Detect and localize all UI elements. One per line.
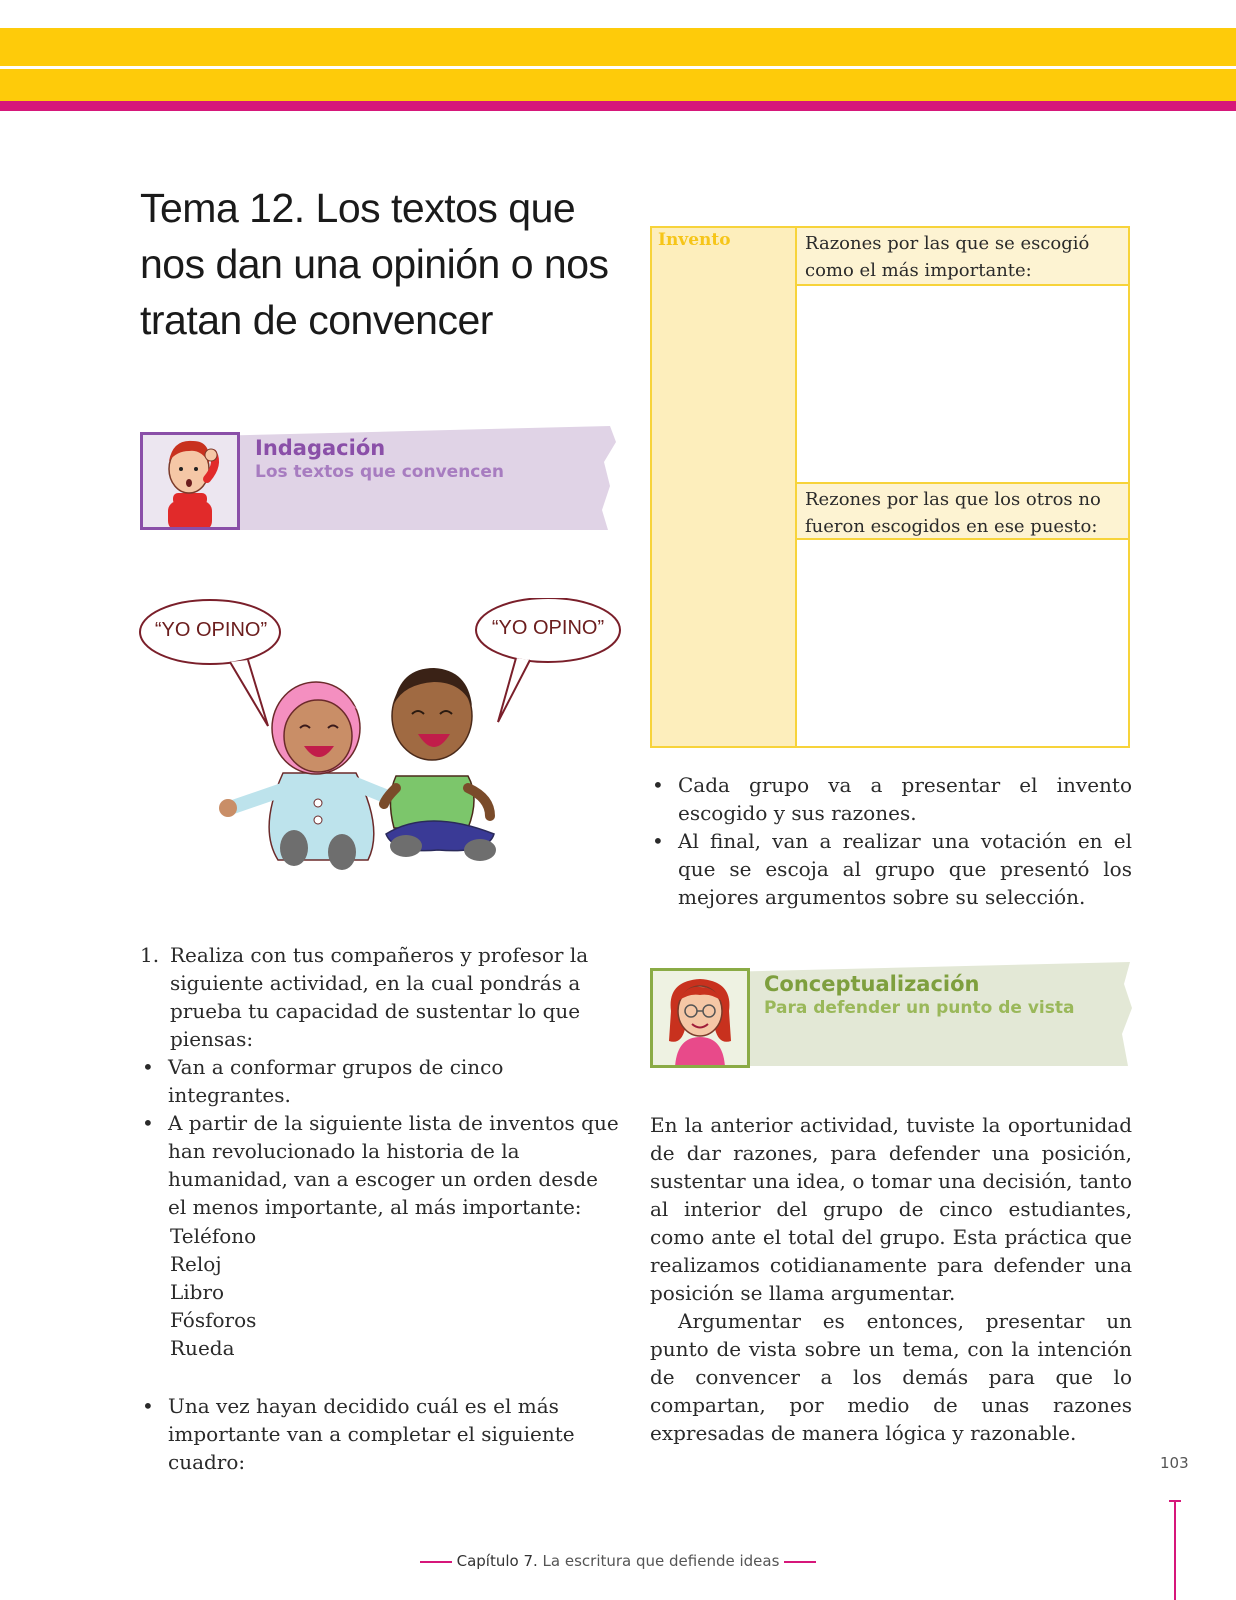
header-band-pink xyxy=(0,101,1236,111)
presentation-bullets xyxy=(650,771,1132,911)
conceptualizacion-subtitle: Para defender un punto de vista xyxy=(764,998,1075,1018)
invention-item: Libro xyxy=(170,1280,225,1304)
indagacion-avatar-box xyxy=(140,432,240,530)
table-invento-column xyxy=(652,228,797,746)
conceptualizacion-title: Conceptualización xyxy=(764,972,980,996)
activity-last-bullet xyxy=(140,1392,622,1476)
header-band-yellow xyxy=(0,28,1236,66)
speech-text-right: “YO OPINO” xyxy=(491,617,605,639)
indagacion-header xyxy=(140,422,620,537)
boy-figure xyxy=(384,668,496,861)
activity-bullets xyxy=(140,1053,622,1221)
margin-mark-cap xyxy=(1169,1500,1181,1502)
smiling-girl-icon xyxy=(653,971,747,1065)
thinking-boy-icon xyxy=(143,435,237,527)
invention-item: Rueda xyxy=(170,1336,235,1360)
table-head-reasons-not-chosen: Rezones por las que los otros no fueron escogidos en ese puesto: xyxy=(797,482,1128,540)
invention-table xyxy=(650,226,1130,748)
indagacion-title: Indagación xyxy=(255,436,386,460)
conceptualizacion-avatar-box xyxy=(650,968,750,1068)
invention-item: Reloj xyxy=(170,1252,222,1276)
invention-item: Teléfono xyxy=(170,1224,257,1248)
footer xyxy=(0,1552,1236,1570)
concept-paragraph-1: En la anterior actividad, tuviste la oportunidad de dar razones, para defender una posición, sustentar una idea, o tomar una decisión, tanto al interior del grupo de cinco estudiantes, como ante el total del grupo. Esta práctica que realizamos cotidianamente para defender una posición se llama argumentar. xyxy=(650,1113,1132,1305)
footer-chapter-name: La escritura que defiende ideas xyxy=(542,1552,780,1570)
activity-bullet: • Una vez hayan decidido cuál es el más importante van a completar el siguiente cuadro: xyxy=(140,1392,622,1476)
invention-list xyxy=(170,1222,256,1362)
header-band-yellow-lower xyxy=(0,69,1236,101)
margin-mark xyxy=(1174,1500,1176,1600)
footer-chapter-number: Capítulo 7. xyxy=(456,1552,538,1570)
activity-bullet: • A partir de la siguiente lista de inventos que han revolucionado la historia de la humanidad, van a escoger un orden desde el menos importante, al más importante: xyxy=(140,1109,622,1221)
girl-figure xyxy=(219,682,390,870)
table-head-reasons-chosen: Razones por las que se escogió como el más importante: xyxy=(797,228,1128,286)
concept-paragraph-2: Argumentar es entonces, presentar un punto de vista sobre un tema, con la intención de convencer a los demás para que lo compartan, por medio de unas razones expresadas de manera lógica y razonable. xyxy=(650,1309,1132,1445)
footer-rule-right xyxy=(784,1561,816,1563)
conceptualizacion-header xyxy=(650,958,1134,1073)
table-answer-reasons-not-chosen[interactable] xyxy=(797,540,1128,746)
speech-text-left: “YO OPINO” xyxy=(154,619,268,641)
invention-item: Fósforos xyxy=(170,1308,257,1332)
table-invento-label: Invento xyxy=(658,230,731,250)
presentation-bullet: • Cada grupo va a presentar el invento escogido y sus razones. xyxy=(650,771,1132,827)
presentation-bullet: • Al final, van a realizar una votación en el que se escoja al grupo que presentó los mejores argumentos sobre su selección. xyxy=(650,827,1132,911)
page-number: 103 xyxy=(1160,1454,1189,1472)
activity-intro-number: 1. xyxy=(140,943,160,967)
activity-intro: Realiza con tus compañeros y profesor la siguiente actividad, en la cual pondrás a prueba tu capacidad de sustentar lo que piensas: xyxy=(170,943,589,1051)
activity-bullet: • Van a conformar grupos de cinco integrantes. xyxy=(140,1053,622,1109)
indagacion-subtitle: Los textos que convencen xyxy=(255,462,505,482)
kids-illustration xyxy=(138,598,628,898)
table-answer-reasons-chosen[interactable] xyxy=(797,286,1128,482)
footer-rule-left xyxy=(420,1561,452,1563)
page-title: Tema 12. Los textos que nos dan una opinión o nos tratan de convencer xyxy=(140,185,609,343)
